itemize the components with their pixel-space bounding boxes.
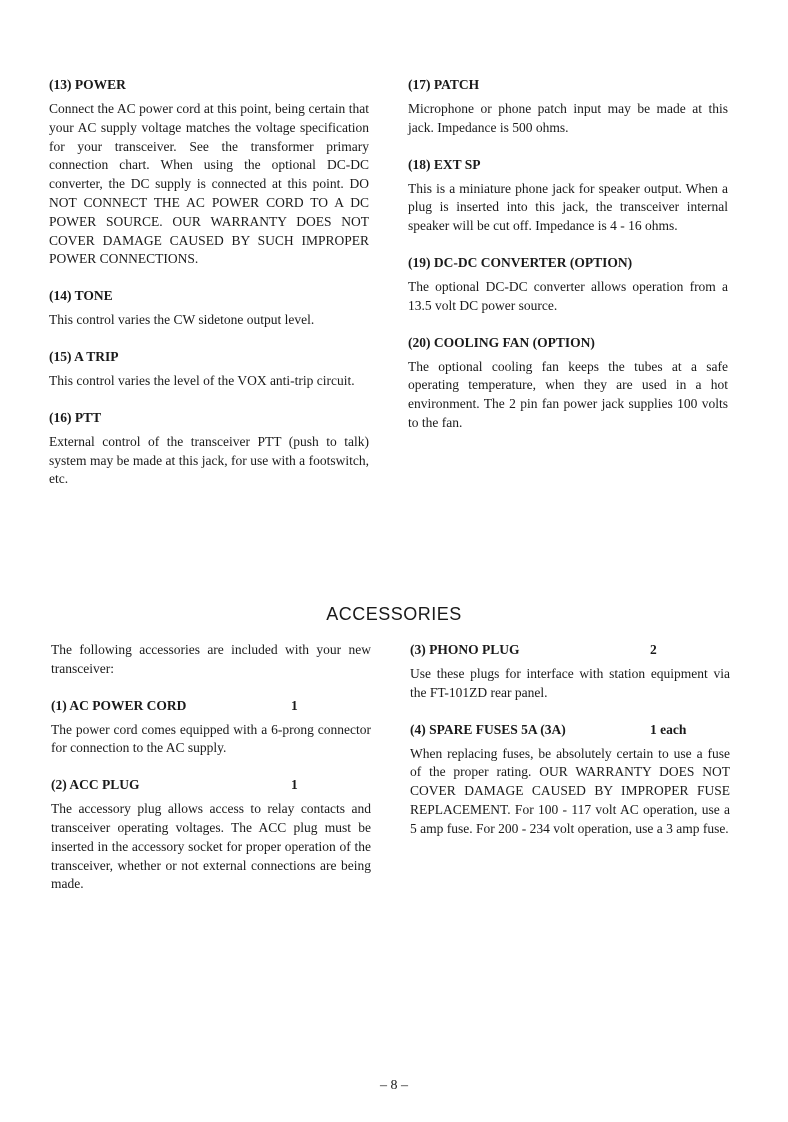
section-heading: (13) POWER [49, 77, 126, 92]
accessory-heading: (3) PHONO PLUG [410, 642, 520, 657]
top-left-column [49, 76, 369, 489]
section-heading: (20) COOLING FAN (OPTION) [408, 334, 595, 350]
section-heading: (17) PATCH [408, 77, 480, 92]
section-body: This is a miniature phone jack for speaker output. When a plug is inserted into this jack, the transceiver internal speaker will be cut off. Impedance is 4 - 16 ohms. [408, 180, 728, 234]
accessories-title: ACCESSORIES [326, 604, 462, 624]
section-heading: (18) EXT SP [408, 156, 481, 172]
accessory-quantity: 1 [291, 777, 298, 793]
accessory-acc-plug [51, 776, 371, 894]
section-body: This control varies the CW sidetone output level. [49, 312, 315, 328]
accessory-heading: (1) AC POWER CORD [51, 697, 187, 713]
accessory-quantity: 1 each [650, 721, 687, 737]
section-patch [408, 76, 728, 138]
section-power [49, 76, 369, 269]
section-heading: (16) PTT [49, 409, 102, 425]
accessory-phono-plug [410, 641, 730, 703]
section-body: External control of the transceiver PTT (push to talk) system may be made at this jack, for use with a footswitch, etc. [49, 433, 369, 487]
accessory-body: When replacing fuses, be absolutely certain to use a fuse of the proper rating. OUR WARRANTY DOES NOT COVER DAMAGE CAUSED BY IMPROPER FUSE REPLACEMENT. For 100 - 117 volt AC operation, use a 5 amp fuse. For 200 - 234 volt operation, use a 3 amp fuse. [410, 745, 730, 836]
top-right-column [408, 76, 728, 433]
section-body: Microphone or phone patch input may be made at this jack. Impedance is 500 ohms. [408, 101, 728, 135]
accessory-spare-fuses [410, 721, 730, 839]
section-dc-dc-converter [408, 254, 728, 316]
section-heading: (14) TONE [49, 288, 113, 304]
accessory-heading: (4) SPARE FUSES 5A (3A) [410, 721, 566, 737]
accessory-body: The accessory plug allows access to relay contacts and transceiver operating voltages. The ACC plug must be inserted in the accessory socket for proper operation of the transceiver, whether or not external connections are being made. [51, 801, 371, 892]
accessories-left-column [51, 641, 371, 894]
page-number: – 8 – [380, 1078, 408, 1093]
accessory-body: The power cord comes equipped with a 6-prong connector for connection to the AC supply. [51, 721, 371, 756]
accessory-ac-power-cord [51, 697, 371, 759]
section-ptt [49, 409, 369, 489]
accessories-intro: The following accessories are included with your new transceiver: [51, 642, 371, 676]
accessory-quantity: 1 [291, 697, 298, 713]
section-heading: (19) DC-DC CONVERTER (OPTION) [408, 254, 633, 270]
section-tone [49, 287, 369, 330]
section-body: This control varies the level of the VOX anti-trip circuit. [49, 372, 355, 388]
section-body: Connect the AC power cord at this point, being certain that your AC supply voltage matches the voltage specification for your transceiver. See the transformer primary connection chart. When using the optional DC-DC converter, the DC supply is connected at this point. DO NOT CONNECT THE AC POWER CORD TO A DC POWER SOURCE. OUR WARRANTY DOES NOT COVER DAMAGE CAUSED BY SUCH IMPROPER POWER CONNECTIONS. [49, 101, 369, 267]
section-heading: (15) A TRIP [49, 348, 119, 364]
section-body: The optional cooling fan keeps the tubes at a safe operating temperature, when they are used in a hot environment. The 2 pin fan power jack supplies 100 volts to the fan. [408, 358, 728, 430]
section-a-trip [49, 348, 369, 391]
accessory-body: Use these plugs for interface with station equipment via the FT-101ZD rear panel. [410, 666, 730, 700]
accessory-quantity: 2 [650, 642, 657, 657]
section-cooling-fan [408, 334, 728, 433]
accessory-heading: (2) ACC PLUG [51, 777, 140, 793]
section-body: The optional DC-DC converter allows operation from a 13.5 volt DC power source. [408, 278, 728, 313]
section-ext-sp [408, 156, 728, 236]
accessories-right-column [410, 641, 730, 839]
